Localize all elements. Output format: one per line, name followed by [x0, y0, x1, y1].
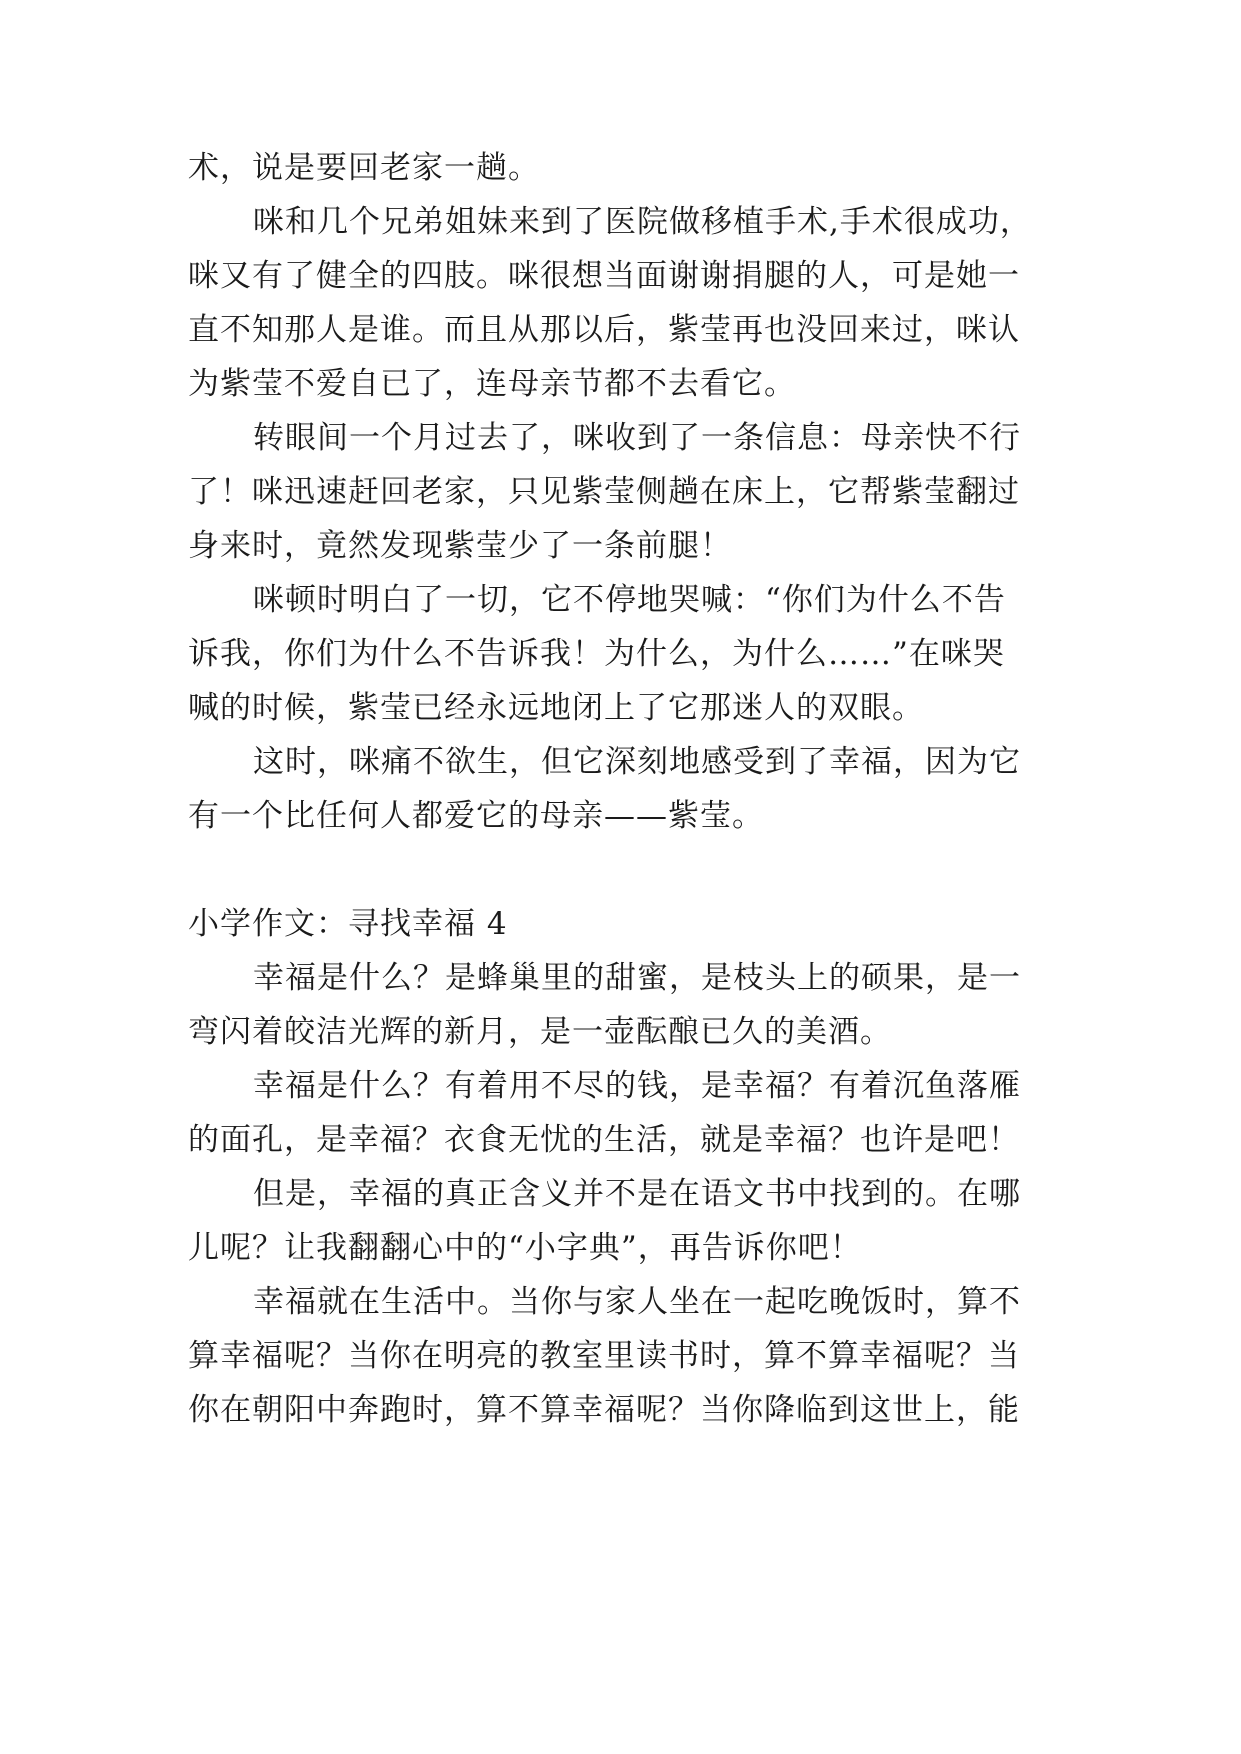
paragraph-start: 转眼间一个月过去了，咪收到了一条信息：母亲快不行 [253, 420, 1021, 456]
paragraph-start: 这时，咪痛不欲生，但它深刻地感受到了幸福，因为它 [253, 744, 1021, 780]
text-line: 的面孔，是幸福？衣食无忧的生活，就是幸福？也许是吧！ [188, 1122, 1020, 1158]
text-line: 术，说是要回老家一趟。 [188, 150, 540, 186]
text-line: 你在朝阳中奔跑时，算不算幸福呢？当你降临到这世上，能 [188, 1392, 1020, 1428]
text-line: 算幸福呢？当你在明亮的教室里读书时，算不算幸福呢？当 [188, 1338, 1020, 1374]
paragraph-start: 幸福是什么？是蜂巢里的甜蜜，是枝头上的硕果，是一 [253, 960, 1021, 996]
text-line: 了！咪迅速赶回老家，只见紫莹侧趟在床上，它帮紫莹翻过 [188, 474, 1020, 510]
paragraph-start: 咪顿时明白了一切，它不停地哭喊：“你们为什么不告 [253, 582, 1006, 618]
section-heading: 小学作文：寻找幸福 4 [188, 906, 508, 942]
paragraph-start: 幸福就在生活中。当你与家人坐在一起吃晚饭时，算不 [253, 1284, 1021, 1320]
text-line: 为紫莹不爱自已了，连母亲节都不去看它。 [188, 366, 796, 402]
text-line: 诉我，你们为什么不告诉我！为什么，为什么……”在咪哭 [188, 636, 1005, 672]
text-line: 直不知那人是谁。而且从那以后，紫莹再也没回来过，咪认 [188, 312, 1020, 348]
text-line: 身来时，竟然发现紫莹少了一条前腿！ [188, 528, 732, 564]
text-line: 咪又有了健全的四肢。咪很想当面谢谢捐腿的人，可是她一 [188, 258, 1020, 294]
text-line: 儿呢？让我翻翻心中的“小字典”，再告诉你吧！ [188, 1230, 862, 1266]
text-line: 有一个比任何人都爱它的母亲——紫莹。 [188, 798, 764, 834]
paragraph-start: 但是，幸福的真正含义并不是在语文书中找到的。在哪 [253, 1176, 1021, 1212]
text-line: 喊的时候，紫莹已经永远地闭上了它那迷人的双眼。 [188, 690, 924, 726]
text-line: 弯闪着皎洁光辉的新月，是一壶酝酿已久的美酒。 [188, 1014, 892, 1050]
paragraph-start: 咪和几个兄弟姐妹来到了医院做移植手术,手术很成功， [253, 204, 1032, 240]
paragraph-start: 幸福是什么？有着用不尽的钱，是幸福？有着沉鱼落雁 [253, 1068, 1021, 1104]
